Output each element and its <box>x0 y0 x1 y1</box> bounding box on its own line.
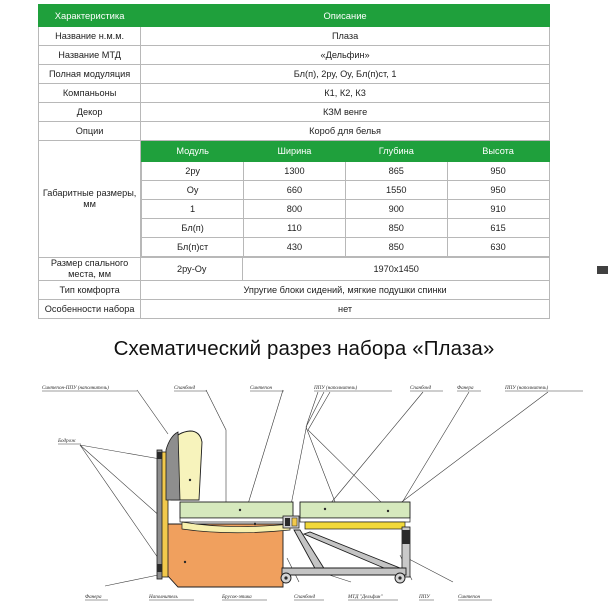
row-value: К1, К2, К3 <box>141 84 550 103</box>
spec-table <box>38 4 550 319</box>
label-group-left <box>57 437 81 444</box>
dim-depth: 1550 <box>345 181 447 200</box>
diagram-label <box>504 384 583 391</box>
row-label: Компаньоны <box>39 84 141 103</box>
dimensions-table-host <box>141 141 550 258</box>
dim-width: 800 <box>244 200 346 219</box>
table-row <box>142 200 549 219</box>
leader-lines-left <box>80 445 166 568</box>
dim-module: Бл(п)ст <box>142 238 244 257</box>
table-row <box>142 219 549 238</box>
diagram-label <box>250 385 284 391</box>
seat-slab-right <box>300 502 410 529</box>
bed-size-module: 2ру-Оу <box>141 258 243 281</box>
dim-height: 910 <box>447 200 549 219</box>
diagram-label <box>148 594 194 600</box>
row-value: «Дельфин» <box>141 46 550 65</box>
edge-artifact <box>597 266 608 274</box>
row-label: Опции <box>39 122 141 141</box>
table-row <box>39 46 550 65</box>
svg-text:ППУ (наполнитель): ППУ (наполнитель) <box>505 385 549 391</box>
row-label: Декор <box>39 103 141 122</box>
svg-text:Бодрож: Бодрож <box>58 438 76 444</box>
svg-text:Спанбонд: Спанбонд <box>294 594 316 600</box>
row-label: Название н.м.м. <box>39 27 141 46</box>
diagram-label <box>174 384 207 391</box>
svg-text:Синтепон: Синтепон <box>458 594 481 600</box>
table-row <box>39 103 550 122</box>
table-header-row <box>39 5 550 27</box>
svg-text:Спанбонд: Спанбонд <box>410 385 432 391</box>
svg-text:Фанера: Фанера <box>85 594 102 600</box>
dim-module: Оу <box>142 181 244 200</box>
svg-text:Брусок-этика: Брусок-этика <box>222 594 252 600</box>
svg-text:ППУ: ППУ <box>419 594 430 600</box>
dimensions-row <box>39 141 550 258</box>
diagram-label <box>313 384 392 391</box>
features-label: Особенности набора <box>39 300 141 319</box>
svg-text:Синтепон-ППУ (наполнитель): Синтепон-ППУ (наполнитель) <box>42 385 109 391</box>
comfort-value: Упругие блоки сидений, мягкие подушки спинки <box>141 281 550 300</box>
diagram-label <box>221 594 267 600</box>
bed-size-value: 1970x1450 <box>243 258 550 281</box>
dim-module: 1 <box>142 200 244 219</box>
dim-height: 950 <box>447 181 549 200</box>
dim-width: 660 <box>244 181 346 200</box>
bed-size-label: Размер спального места, мм <box>39 258 141 281</box>
diagram-label <box>42 384 137 391</box>
dim-height: 950 <box>447 162 549 181</box>
svg-text:Спанбонд: Спанбонд <box>174 385 196 391</box>
row-value: Бл(п), 2ру, Оу, Бл(п)ст, 1 <box>141 65 550 84</box>
row-value: Короб для белья <box>141 122 550 141</box>
sofa-cross-section-diagram <box>0 372 608 608</box>
row-value: КЗМ венге <box>141 103 550 122</box>
dim-depth: 865 <box>345 162 447 181</box>
diagram-label <box>85 594 108 600</box>
svg-text:Наполнитель: Наполнитель <box>149 594 178 600</box>
table-row <box>142 238 549 257</box>
dim-header-width: Ширина <box>244 142 346 162</box>
comfort-row <box>39 281 550 300</box>
dimensions-label: Габаритные размеры, мм <box>39 141 141 258</box>
diagram-label <box>57 437 81 444</box>
dim-module: Бл(п) <box>142 219 244 238</box>
dim-width: 430 <box>244 238 346 257</box>
dim-header-module: Модуль <box>142 142 244 162</box>
dim-width: 1300 <box>244 162 346 181</box>
table-row <box>39 122 550 141</box>
hinge-block-center <box>283 516 299 528</box>
label-group-bottom <box>85 593 492 600</box>
dim-header-height: Высота <box>447 142 549 162</box>
diagram-label <box>418 594 434 600</box>
diagram-label <box>410 384 443 391</box>
diagram-label <box>294 593 324 600</box>
column-header-description: Описание <box>141 5 550 27</box>
column-header-characteristic: Характеристика <box>39 5 141 27</box>
svg-text:ППУ (наполнитель): ППУ (наполнитель) <box>314 385 358 391</box>
spec-table-container <box>38 4 550 319</box>
dimensions-table <box>141 141 549 257</box>
svg-text:Синтепон: Синтепон <box>250 385 273 391</box>
bed-size-row <box>39 258 550 281</box>
dim-height: 630 <box>447 238 549 257</box>
scissor-linkage <box>282 530 406 575</box>
page-title: Схематический разрез набора «Плаза» <box>113 337 495 360</box>
features-value: нет <box>141 300 550 319</box>
table-row <box>39 65 550 84</box>
dim-header-depth: Глубина <box>345 142 447 162</box>
row-label: Полная модуляция <box>39 65 141 84</box>
table-row <box>142 181 549 200</box>
table-row <box>39 27 550 46</box>
dim-module: 2ру <box>142 162 244 181</box>
dim-width: 110 <box>244 219 346 238</box>
dim-depth: 850 <box>345 219 447 238</box>
dimensions-header-row <box>142 142 549 162</box>
svg-text:МТД "Дельфин": МТД "Дельфин" <box>348 594 383 600</box>
features-row <box>39 300 550 319</box>
row-label: Название МТД <box>39 46 141 65</box>
table-row <box>39 84 550 103</box>
table-row <box>142 162 549 181</box>
dim-depth: 900 <box>345 200 447 219</box>
svg-text:Фанера: Фанера <box>457 385 474 391</box>
label-group-top <box>42 384 583 391</box>
comfort-label: Тип комфорта <box>39 281 141 300</box>
dim-height: 615 <box>447 219 549 238</box>
diagram-label <box>347 593 398 600</box>
row-value: Плаза <box>141 27 550 46</box>
diagram-label <box>458 594 492 600</box>
diagram-label <box>457 385 481 391</box>
backrest-cushion <box>166 431 202 500</box>
sofa-base-box <box>167 524 283 587</box>
seat-slab-left <box>180 502 293 522</box>
dim-depth: 850 <box>345 238 447 257</box>
